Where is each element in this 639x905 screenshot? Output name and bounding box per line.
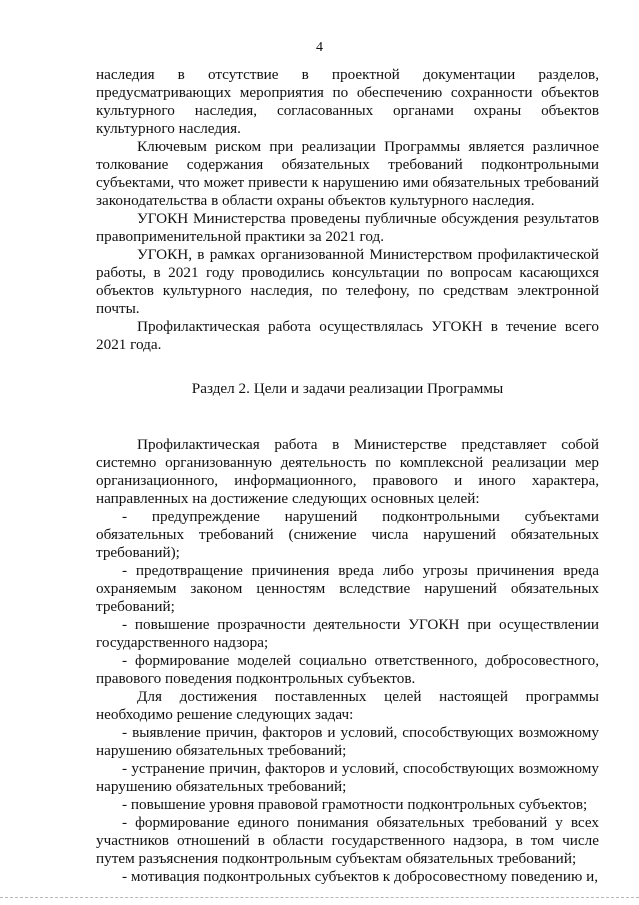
- task-item: - повышение уровня правовой грамотности подконтрольных субъектов;: [122, 796, 588, 813]
- task-item: - выявление причин, факторов и условий, способствующих возможному нарушению обязательных требований;: [96, 724, 599, 759]
- goal-item: - предупреждение нарушений подконтрольными субъектами обязательных требований (снижение числа нарушений обязательных требований);: [96, 508, 599, 561]
- goal-item: - предотвращение причинения вреда либо угрозы причинения вреда охраняемым законом ценностям вследствие нарушений обязательных требований;: [96, 562, 599, 615]
- paragraph-tasks-intro: Для достижения поставленных целей настоящей программы необходимо решение следующих задач:: [96, 688, 599, 723]
- task-item: - мотивация подконтрольных субъектов к добросовестному поведению и,: [122, 868, 599, 885]
- task-item: - формирование единого понимания обязательных требований у всех участников отношений в области государственного надзора, в том числе путем разъяснения подконтрольным субъектам обязательных требований;: [96, 814, 599, 867]
- section-heading: Раздел 2. Цели и задачи реализации Программы: [191, 380, 504, 397]
- paragraph-continuation: наследия в отсутствие в проектной документации разделов, предусматривающих мероприятия по обеспечению сохранности объектов культурного наследия, согласованных органами охраны объектов культурного наследия.: [96, 66, 599, 137]
- document-body: [96, 66, 599, 886]
- task-item: - устранение причин, факторов и условий, способствующих возможному нарушению обязательных требований;: [96, 760, 599, 795]
- paragraph-public-discussions: УГОКН Министерства проведены публичные обсуждения результатов правоприменительной практики за 2021 год.: [96, 210, 599, 245]
- page-number: 4: [316, 40, 323, 55]
- paragraph-goals-intro: Профилактическая работа в Министерстве представляет собой системно организованную деятельность по комплексной реализации мер организационного, информационного, правового и иного характера, направленных на достижение следующих основных целей:: [96, 436, 599, 507]
- page-bottom-edge: [0, 897, 639, 898]
- paragraph-consultations: УГОКН, в рамках организованной Министерством профилактической работы, в 2021 году проводились консультации по вопросам касающихся объектов культурного наследия, по телефону, по средствам электронной почты.: [96, 246, 599, 317]
- paragraph-prevention-period: Профилактическая работа осуществлялась УГОКН в течение всего 2021 года.: [96, 318, 599, 353]
- goal-item: - повышение прозрачности деятельности УГОКН при осуществлении государственного надзора;: [96, 616, 599, 651]
- goal-item: - формирование моделей социально ответственного, добросовестного, правового поведения подконтрольных субъектов.: [96, 652, 599, 687]
- paragraph-key-risk: Ключевым риском при реализации Программы является различное толкование содержания обязательных требований подконтрольными субъектами, что может привести к нарушению ими обязательных требований законодательства в области охраны объектов культурного наследия.: [96, 138, 599, 209]
